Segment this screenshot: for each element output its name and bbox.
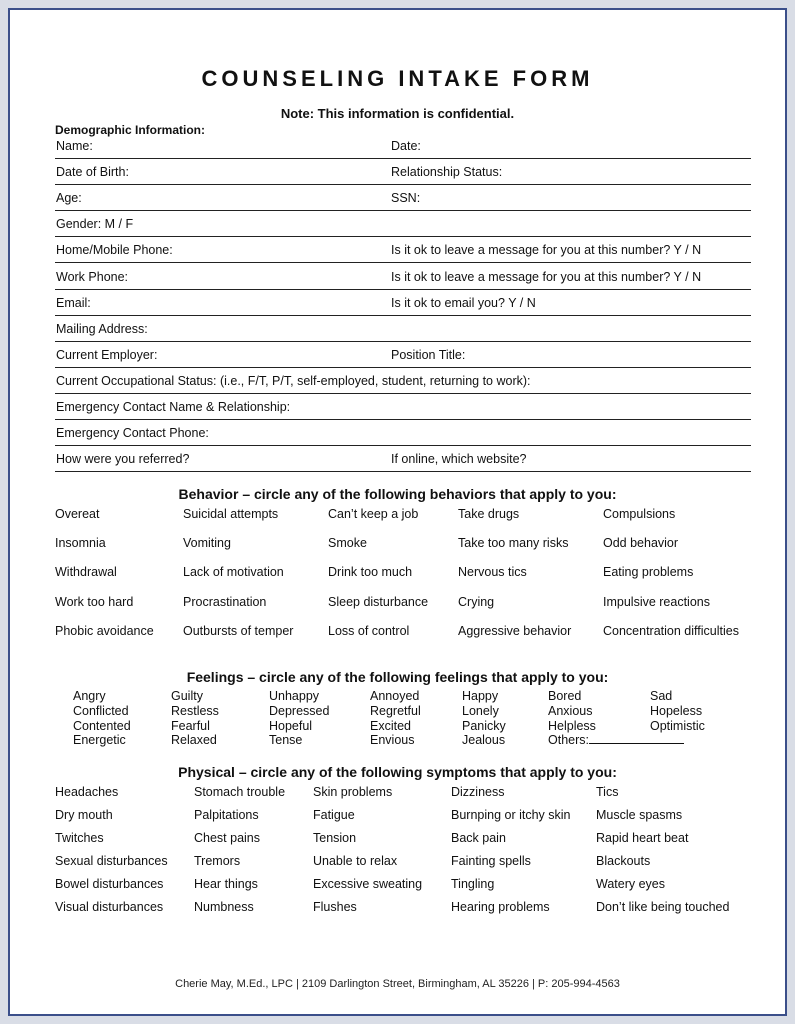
form-field-row[interactable] [55, 342, 751, 368]
feeling-option[interactable]: Excited [370, 718, 411, 733]
symptom-option[interactable]: Stomach trouble [194, 785, 286, 799]
symptom-option[interactable]: Fatigue [313, 807, 355, 822]
form-field-row[interactable] [55, 159, 751, 185]
feeling-option[interactable]: Guilty [171, 689, 203, 703]
confidential-note: Note: This information is confidential. [280, 106, 515, 121]
behavior-option[interactable]: Crying [458, 594, 495, 609]
feeling-option[interactable]: Anxious [548, 703, 593, 718]
symptom-option[interactable]: Hear things [194, 876, 258, 891]
symptom-option[interactable]: Hearing problems [451, 899, 550, 914]
behavior-option[interactable]: Eating problems [603, 565, 694, 580]
field-label: Work Phone: [56, 269, 129, 284]
form-field-row[interactable] [55, 237, 751, 263]
feeling-option[interactable]: Jealous [462, 733, 506, 748]
field-label: How were you referred? [56, 452, 190, 467]
demographic-heading: Demographic Information: [55, 123, 206, 137]
symptom-option[interactable]: Palpitations [194, 807, 259, 822]
field-label-right: Date: [391, 139, 421, 153]
feeling-option[interactable]: Happy [462, 689, 499, 703]
feeling-option[interactable]: Helpless [548, 718, 596, 733]
field-label: Mailing Address: [56, 321, 148, 336]
behavior-option[interactable]: Withdrawal [55, 565, 117, 580]
behavior-option[interactable]: Insomnia [55, 536, 106, 551]
behavior-option[interactable]: Sleep disturbance [328, 594, 429, 609]
field-label: Date of Birth: [56, 165, 129, 180]
symptom-option[interactable]: Sexual disturbances [55, 853, 168, 868]
intake-form-page [8, 8, 787, 1016]
form-field-row[interactable] [55, 264, 751, 290]
field-label-right: Position Title: [391, 347, 466, 362]
form-field-row[interactable] [55, 394, 751, 420]
field-label-right: Relationship Status: [391, 165, 503, 180]
feeling-option[interactable]: Tense [269, 733, 303, 748]
behavior-option[interactable]: Take too many risks [458, 536, 569, 551]
field-label: Age: [56, 191, 82, 206]
symptom-option[interactable]: Numbness [194, 899, 254, 914]
symptom-option[interactable]: Bowel disturbances [55, 876, 164, 891]
behavior-option[interactable]: Can’t keep a job [328, 507, 419, 521]
symptom-option[interactable]: Tension [313, 830, 357, 845]
symptom-option[interactable]: Don’t like being touched [596, 899, 730, 914]
behavior-option[interactable]: Lack of motivation [183, 565, 284, 580]
symptom-option[interactable]: Back pain [451, 830, 506, 845]
form-title: COUNSELING INTAKE FORM [201, 66, 594, 91]
feeling-option[interactable]: Hopeful [269, 718, 313, 733]
symptom-option[interactable]: Burnping or itchy skin [451, 807, 571, 822]
behavior-option[interactable]: Outbursts of temper [183, 623, 294, 638]
form-field-row[interactable] [55, 368, 751, 394]
behavior-option[interactable]: Drink too much [328, 565, 413, 580]
feeling-option[interactable]: Relaxed [171, 733, 217, 748]
behavior-option[interactable]: Procrastination [183, 594, 267, 609]
feeling-option[interactable]: Angry [73, 689, 106, 703]
field-label: Gender: M / F [56, 217, 134, 232]
feeling-option[interactable]: Depressed [269, 703, 330, 718]
field-label-right: SSN: [391, 191, 421, 206]
feeling-option[interactable]: Bored [548, 689, 582, 703]
feeling-option[interactable]: Hopeless [650, 703, 703, 718]
behavior-option[interactable]: Suicidal attempts [183, 507, 279, 521]
field-label: Emergency Contact Name & Relationship: [56, 400, 291, 414]
feeling-option[interactable]: Annoyed [370, 689, 420, 703]
symptom-option[interactable]: Rapid heart beat [596, 830, 689, 845]
symptom-option[interactable]: Watery eyes [596, 876, 666, 891]
feeling-option[interactable]: Restless [171, 703, 219, 718]
symptom-option[interactable]: Chest pains [194, 830, 261, 845]
field-label: Current Occupational Status: (i.e., F/T, P/T, self-employed, student, returning to work): [56, 373, 531, 388]
behavior-option[interactable]: Phobic avoidance [55, 623, 154, 638]
footer-contact: Cherie May, M.Ed., LPC | 2109 Darlington Street, Birmingham, AL 35226 | P: 205-994-4563 [175, 978, 620, 990]
field-label: Name: [56, 139, 93, 153]
field-label: Email: [56, 295, 91, 310]
others-blank-line[interactable] [589, 734, 684, 744]
field-label: Current Employer: [56, 347, 158, 362]
symptom-option[interactable]: Headaches [55, 785, 119, 799]
feelings-heading: Feelings – circle any of the following feelings that apply to you: [186, 669, 609, 685]
behavior-option[interactable]: Take drugs [458, 507, 520, 521]
behavior-option[interactable]: Smoke [328, 536, 367, 551]
field-label-right: Is it ok to leave a message for you at this number? Y / N [391, 269, 702, 284]
form-field-row[interactable] [55, 185, 751, 211]
feeling-option[interactable]: Conflicted [73, 703, 129, 718]
behavior-option[interactable]: Work too hard [55, 594, 134, 609]
feeling-option[interactable]: Unhappy [269, 689, 320, 703]
symptom-option[interactable]: Fainting spells [451, 853, 531, 868]
symptom-option[interactable]: Tremors [194, 853, 241, 868]
form-field-row[interactable] [55, 446, 751, 472]
behavior-heading: Behavior – circle any of the following behaviors that apply to you: [178, 486, 617, 502]
feeling-option[interactable]: Optimistic [650, 718, 705, 733]
field-label-right: If online, which website? [391, 452, 527, 467]
feeling-option[interactable]: Others: [548, 733, 684, 747]
feeling-option[interactable]: Regretful [370, 703, 421, 718]
behavior-option[interactable]: Vomiting [183, 536, 231, 551]
feeling-option[interactable]: Fearful [171, 718, 210, 733]
form-field-row[interactable] [55, 316, 751, 342]
form-field-row[interactable] [55, 290, 751, 316]
symptom-option[interactable]: Visual disturbances [55, 899, 164, 914]
physical-heading: Physical – circle any of the following symptoms that apply to you: [178, 764, 617, 780]
field-label-right: Is it ok to email you? Y / N [391, 295, 536, 310]
field-label: Emergency Contact Phone: [56, 426, 209, 441]
form-field-row[interactable] [55, 133, 751, 159]
behavior-option[interactable]: Overeat [55, 507, 100, 521]
behavior-option[interactable]: Impulsive reactions [603, 594, 710, 609]
symptom-option[interactable]: Unable to relax [313, 853, 398, 868]
symptom-option[interactable]: Blackouts [596, 853, 651, 868]
behavior-option[interactable]: Loss of control [328, 623, 410, 638]
feeling-option[interactable]: Sad [650, 689, 673, 703]
symptom-option[interactable]: Skin problems [313, 785, 393, 799]
symptom-option[interactable]: Dry mouth [55, 807, 113, 822]
field-label: Home/Mobile Phone: [56, 243, 173, 258]
feeling-option[interactable]: Contented [73, 718, 131, 733]
symptom-option[interactable]: Tingling [451, 876, 495, 891]
symptom-option[interactable]: Excessive sweating [313, 876, 423, 891]
behavior-option[interactable]: Aggressive behavior [458, 623, 572, 638]
form-field-row[interactable] [55, 420, 751, 446]
form-field-row[interactable] [55, 211, 751, 237]
symptom-option[interactable]: Twitches [55, 830, 104, 845]
behavior-option[interactable]: Compulsions [603, 507, 676, 521]
symptom-option[interactable]: Dizziness [451, 785, 505, 799]
symptom-option[interactable]: Flushes [313, 899, 357, 914]
feeling-option[interactable]: Lonely [462, 703, 499, 718]
symptom-option[interactable]: Muscle spasms [596, 807, 683, 822]
feeling-option[interactable]: Panicky [462, 718, 506, 733]
symptom-option[interactable]: Tics [596, 785, 619, 799]
feeling-option[interactable]: Energetic [73, 733, 126, 748]
field-label-right: Is it ok to leave a message for you at this number? Y / N [391, 243, 702, 258]
feeling-option[interactable]: Envious [370, 733, 415, 748]
behavior-option[interactable]: Odd behavior [603, 536, 679, 551]
behavior-option[interactable]: Nervous tics [458, 565, 527, 580]
behavior-option[interactable]: Concentration difficulties [603, 623, 739, 638]
